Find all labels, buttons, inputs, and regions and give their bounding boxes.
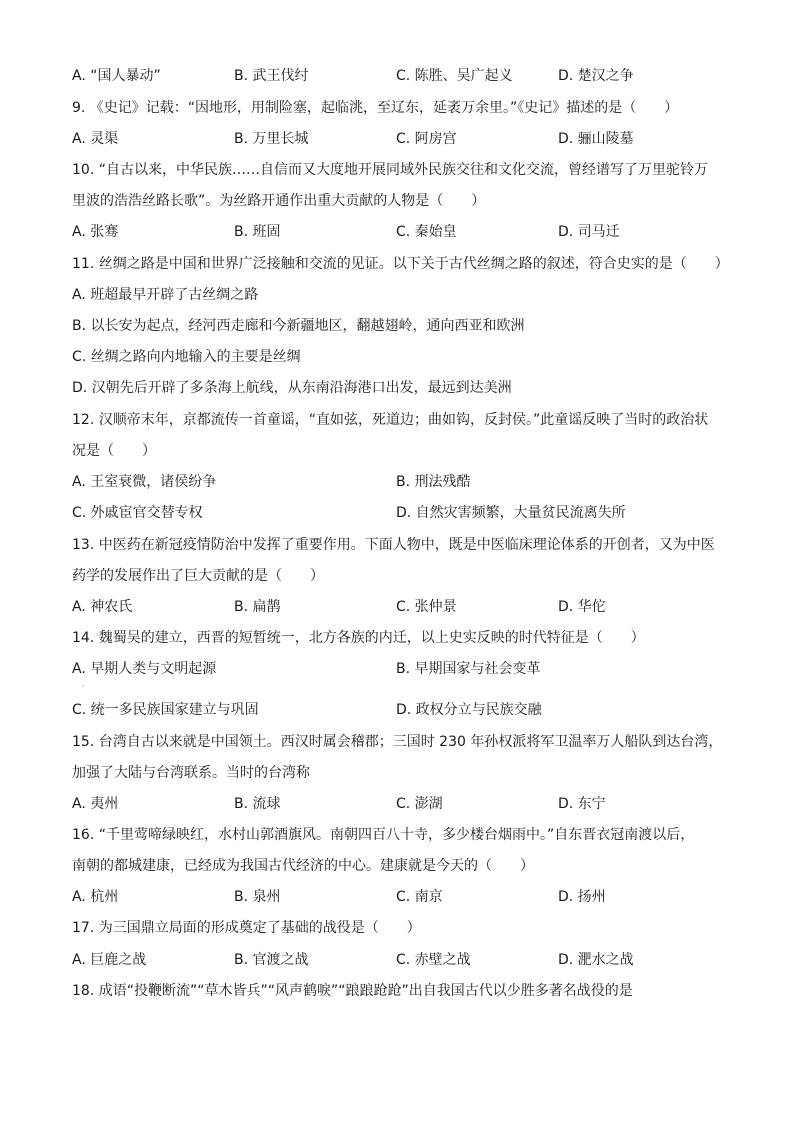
- question-text-line: 里波的浩浩丝路长歌”。为丝路开通作出重大贡献的人物是（ ）: [72, 193, 486, 209]
- answer-option: A. 杭州: [72, 889, 119, 905]
- question-text-line: B. 以长安为起点，经河西走廊和今新疆地区，翻越翅岭，通向西亚和欧洲: [72, 318, 525, 334]
- question-text-line: 药学的发展作出了巨大贡献的是（ ）: [72, 568, 324, 584]
- answer-option: A. 灵渠: [72, 131, 119, 147]
- answer-option: B. 扁鹊: [234, 599, 281, 615]
- question-text-line: 11. 丝绸之路是中国和世界广泛接触和交流的见证。以下关于古代丝绸之路的叙述，符合史实的是（ ）: [72, 256, 729, 272]
- question-text-line: 13. 中医药在新冠疫情防治中发挥了重要作用。下面人物中，既是中医临床理论体系的开创者，又为中医: [72, 537, 715, 553]
- answer-option: D. 淝水之战: [558, 952, 634, 968]
- question-text-line: 12. 汉顺帝末年，京都流传一首童谣，“直如弦，死道边；曲如钩，反封侯。”此童谣反映了当时的政治状: [72, 412, 709, 428]
- question-text-line: 16. “千里莺啼绿映红，水村山郭酒旗风。南朝四百八十寺，多少楼台烟雨中。”自东晋衣冠南渡以后，: [72, 827, 695, 843]
- answer-option: C. 赤壁之战: [396, 952, 471, 968]
- answer-option: B. 班固: [234, 224, 281, 240]
- answer-option: D. 楚汉之争: [558, 68, 634, 84]
- answer-option: C. 陈胜、吴广起义: [396, 68, 513, 84]
- answer-option: B. 早期国家与社会变革: [396, 661, 541, 677]
- question-text-line: 况是（ ）: [72, 443, 156, 459]
- answer-option: A. “国人暴动”: [72, 68, 161, 84]
- answer-option: C. 南京: [396, 889, 443, 905]
- answer-option: C. 秦始皇: [396, 224, 457, 240]
- question-text-line: 9. 《史记》记载：“因地形，用制险塞，起临洮，至辽东，延袤万余里。”《史记》描述的是（ ）: [72, 100, 679, 116]
- answer-option: A. 张骞: [72, 224, 119, 240]
- answer-option: B. 刑法残酷: [396, 474, 471, 490]
- answer-option: D. 司马迁: [558, 224, 620, 240]
- answer-option: D. 自然灾害频繁，大量贫民流离失所: [396, 505, 626, 521]
- answer-option: B. 流球: [234, 796, 281, 812]
- answer-option: A. 夷州: [72, 796, 119, 812]
- answer-option: C. 阿房宫: [396, 131, 457, 147]
- answer-option: C. 外戚宦官交替专权: [72, 505, 203, 521]
- answer-option: C. 统一多民族国家建立与巩固: [72, 702, 259, 718]
- question-text-line: 14. 魏蜀吴的建立，西晋的短暂统一，北方各族的内迁，以上史实反映的时代特征是（ ）: [72, 630, 645, 646]
- answer-option: C. 澎湖: [396, 796, 443, 812]
- question-text-line: 加强了大陆与台湾联系。当时的台湾称: [72, 765, 310, 781]
- answer-option: A. 早期人类与文明起源: [72, 661, 217, 677]
- question-text-line: D. 汉朝先后开辟了多条海上航线，从东南沿海港口出发，最远到达美洲: [72, 380, 512, 396]
- answer-option: C. 张仲景: [396, 599, 457, 615]
- answer-option: D. 骊山陵墓: [558, 131, 634, 147]
- question-text-line: 10. “自古以来，中华民族……自信而又大度地开展同域外民族交往和文化交流，曾经谱写了万里驼铃万: [72, 162, 708, 178]
- answer-option: B. 武王伐纣: [234, 68, 309, 84]
- question-text-line: 17. 为三国鼎立局面的形成奠定了基础的战役是（ ）: [72, 920, 421, 936]
- answer-option: D. 政权分立与民族交融: [396, 702, 542, 718]
- answer-option: D. 东宁: [558, 796, 606, 812]
- answer-option: B. 万里长城: [234, 131, 309, 147]
- answer-option: B. 泉州: [234, 889, 281, 905]
- question-text-line: 南朝的都城建康，已经成为我国古代经济的中心。建康就是今天的（ ）: [72, 858, 534, 874]
- answer-option: B. 官渡之战: [234, 952, 309, 968]
- question-text-line: A. 班超最早开辟了古丝绸之路: [72, 287, 259, 303]
- question-text-line: 18. 成语“投鞭断流”“草木皆兵”“风声鹤唳”“踉踉跄跄”出自我国古代以少胜多著名战役的是: [72, 983, 633, 999]
- answer-option: D. 扬州: [558, 889, 606, 905]
- stray-mark: ·: [82, 682, 85, 691]
- answer-option: D. 华佗: [558, 599, 606, 615]
- answer-option: A. 王室衰微，诸侯纷争: [72, 474, 217, 490]
- question-text-line: C. 丝绸之路向内地输入的主要是丝绸: [72, 349, 301, 365]
- question-text-line: 15. 台湾自古以来就是中国领土。西汉时属会稽郡；三国时 230 年孙权派将军卫温率万人船队到达台湾，: [72, 734, 723, 750]
- answer-option: A. 巨鹿之战: [72, 952, 147, 968]
- answer-option: A. 神农氏: [72, 599, 133, 615]
